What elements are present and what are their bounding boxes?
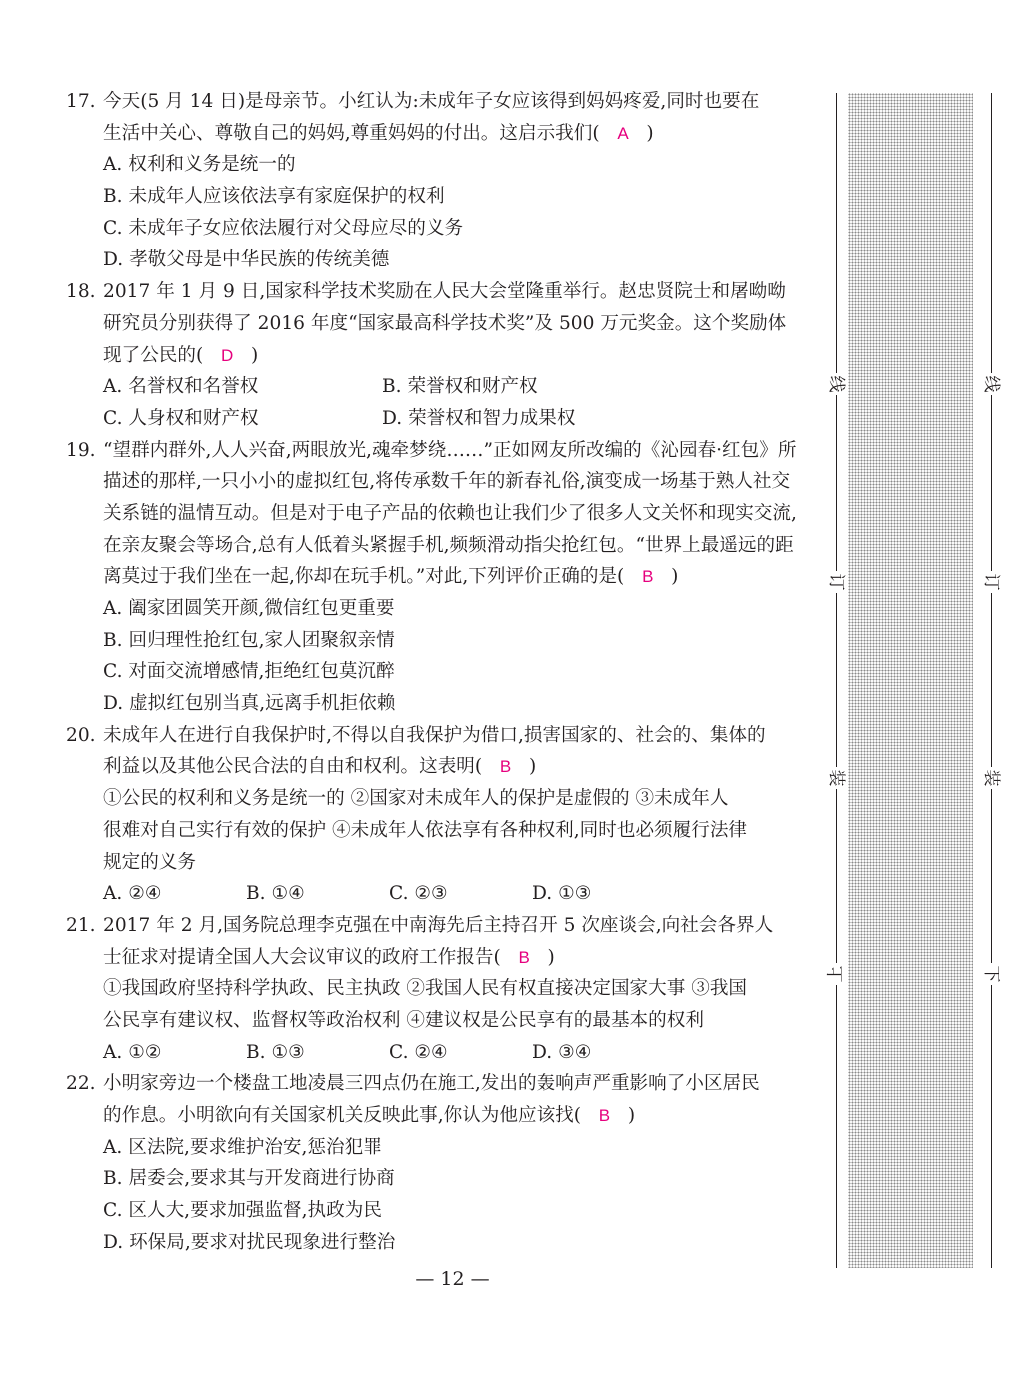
answer-mark: B xyxy=(642,567,654,587)
right-margin-label-line: 线 xyxy=(980,373,1002,395)
question-number: 17. xyxy=(66,91,96,112)
left-margin-label-upper: 上 xyxy=(825,963,847,985)
left-cut-line xyxy=(836,93,837,1268)
question-stem-line: 未成年人在进行自我保护时,不得以自我保护为借口,损害国家的、社会的、集体的 xyxy=(103,724,766,746)
option-b: B. ①③ xyxy=(246,1041,305,1063)
question-20 xyxy=(66,720,801,910)
statement-line: ①我国政府坚持科学执政、民主执政 ②我国人民有权直接决定国家大事 ③我国 xyxy=(103,978,748,1000)
question-stem-line: 离莫过于我们坐在一起,你却在玩手机。”对此,下列评价正确的是( xyxy=(103,566,625,588)
answer-close-paren: ) xyxy=(646,122,654,144)
answer-mark: B xyxy=(518,947,530,967)
question-stem-line: 士征求对提请全国人大会议审议的政府工作报告( xyxy=(103,946,501,968)
right-margin-label-install: 装 xyxy=(980,767,1002,789)
option-b: B. 居委会,要求其与开发商进行协商 xyxy=(103,1168,395,1190)
question-stem-line: 利益以及其他公民合法的自由和权利。这表明( xyxy=(103,756,483,778)
answer-close-paren: ) xyxy=(250,344,259,366)
left-margin-label-bind: 订 xyxy=(825,571,847,593)
question-stem-line: “望群内群外,人人兴奋,两眼放光,魂牵梦绕……”正如网友所改编的《沁园春·红包》所 xyxy=(103,439,797,461)
question-stem-line: 小明家旁边一个楼盘工地凌晨三四点仍在施工,发出的轰响声严重影响了小区居民 xyxy=(103,1073,760,1095)
question-17 xyxy=(66,86,801,276)
option-a: A. ②④ xyxy=(103,883,162,905)
question-stem-line: 在亲友聚会等场合,总有人低着头紧握手机,频频滑动指尖抢红包。“世界上最遥远的距 xyxy=(103,534,794,556)
statement-line: 很难对自己实行有效的保护 ④未成年人依法享有各种权利,同时也必须履行法律 xyxy=(103,819,748,841)
right-margin-label-bind: 订 xyxy=(980,571,1002,593)
option-d: D. 荣誉权和智力成果权 xyxy=(382,407,576,429)
option-a: A. 区法院,要求维护治安,惩治犯罪 xyxy=(103,1136,382,1158)
right-cut-line xyxy=(991,93,992,1268)
question-stem-line: 的作息。小明欲向有关国家机关反映此事,你认为他应该找( xyxy=(103,1105,582,1126)
left-margin-label-install: 装 xyxy=(825,767,847,789)
question-stem-line: 2017 年 2 月,国务院总理李克强在中南海先后主持召开 5 次座谈会,向社会各界人 xyxy=(103,914,774,936)
statement-line: ①公民的权利和义务是统一的 ②国家对未成年人的保护是虚假的 ③未成年人 xyxy=(103,788,729,810)
binding-margin-hatch xyxy=(848,93,973,1268)
statement-line: 规定的义务 xyxy=(103,851,196,873)
question-19 xyxy=(66,435,801,720)
option-d: D. 孝敬父母是中华民族的传统美德 xyxy=(103,249,390,271)
option-b: B. 回归理性抢红包,家人团聚叙亲情 xyxy=(103,629,395,651)
option-a: A. 权利和义务是统一的 xyxy=(103,154,296,176)
question-number: 18. xyxy=(66,281,96,303)
question-number: 20. xyxy=(66,724,96,746)
question-stem-line: 现了公民的( xyxy=(103,344,204,366)
statement-line: 公民享有建议权、监督权等政治权利 ④建议权是公民享有的最基本的权利 xyxy=(103,1009,704,1031)
page-number: — 12 — xyxy=(415,1268,490,1290)
question-stem-line: 今天(5 月 14 日)是母亲节。小红认为:未成年子女应该得到妈妈疼爱,同时也要在 xyxy=(103,91,760,112)
question-stem-line: 描述的那样,一只小小的虚拟红包,将传承数千年的新春礼俗,演变成一场基于熟人社交 xyxy=(103,471,791,493)
question-number: 22. xyxy=(66,1073,96,1095)
answer-close-paren: ) xyxy=(528,756,537,778)
answer-close-paren: ) xyxy=(627,1105,636,1126)
option-c: C. ②③ xyxy=(389,883,448,905)
question-18 xyxy=(66,276,801,434)
answer-close-paren: ) xyxy=(671,566,679,588)
option-b: B. 荣誉权和财产权 xyxy=(382,376,538,398)
answer-mark: B xyxy=(598,1106,611,1125)
answer-mark: D xyxy=(220,345,234,365)
option-c: C. 区人大,要求加强监督,执政为民 xyxy=(103,1200,382,1222)
question-list xyxy=(66,86,801,1258)
question-stem-line: 研究员分别获得了 2016 年度“国家最高科学技术奖”及 500 万元奖金。这个奖励体 xyxy=(103,312,787,334)
answer-mark: B xyxy=(499,757,512,777)
question-number: 19. xyxy=(66,439,96,461)
option-a: A. 阖家团圆笑开颜,微信红包更重要 xyxy=(103,598,395,619)
left-margin-label-line: 线 xyxy=(825,373,847,395)
question-number: 21. xyxy=(66,914,96,936)
answer-close-paren: ) xyxy=(547,946,555,968)
option-c: C. 对面交流增感情,拒绝红包莫沉醉 xyxy=(103,661,395,683)
answer-mark: A xyxy=(617,123,629,143)
option-a: A. 名誉权和名誉权 xyxy=(103,376,259,398)
option-c: C. 未成年子女应依法履行对父母应尽的义务 xyxy=(103,217,464,239)
option-d: D. 环保局,要求对扰民现象进行整治 xyxy=(103,1231,396,1253)
question-stem-line: 关系链的温情互动。但是对于电子产品的依赖也让我们少了很多人文关怀和现实交流, xyxy=(103,502,797,524)
option-a: A. ①② xyxy=(103,1041,162,1063)
option-c: C. ②④ xyxy=(389,1041,448,1063)
option-c: C. 人身权和财产权 xyxy=(103,407,259,429)
option-d: D. 虚拟红包别当真,远离手机拒依赖 xyxy=(103,693,396,715)
question-22 xyxy=(66,1068,801,1258)
option-b: B. ①④ xyxy=(246,883,305,905)
option-d: D. ③④ xyxy=(532,1041,592,1063)
question-21 xyxy=(66,910,801,1068)
option-d: D. ①③ xyxy=(532,883,592,905)
option-b: B. 未成年人应该依法享有家庭保护的权利 xyxy=(103,186,445,208)
right-margin-label-lower: 下 xyxy=(980,963,1002,985)
question-stem-line: 生活中关心、尊敬自己的妈妈,尊重妈妈的付出。这启示我们( xyxy=(103,122,600,144)
question-stem-line: 2017 年 1 月 9 日,国家科学技术奖励在人民大会堂隆重举行。赵忠贤院士和屠呦呦 xyxy=(103,281,786,303)
